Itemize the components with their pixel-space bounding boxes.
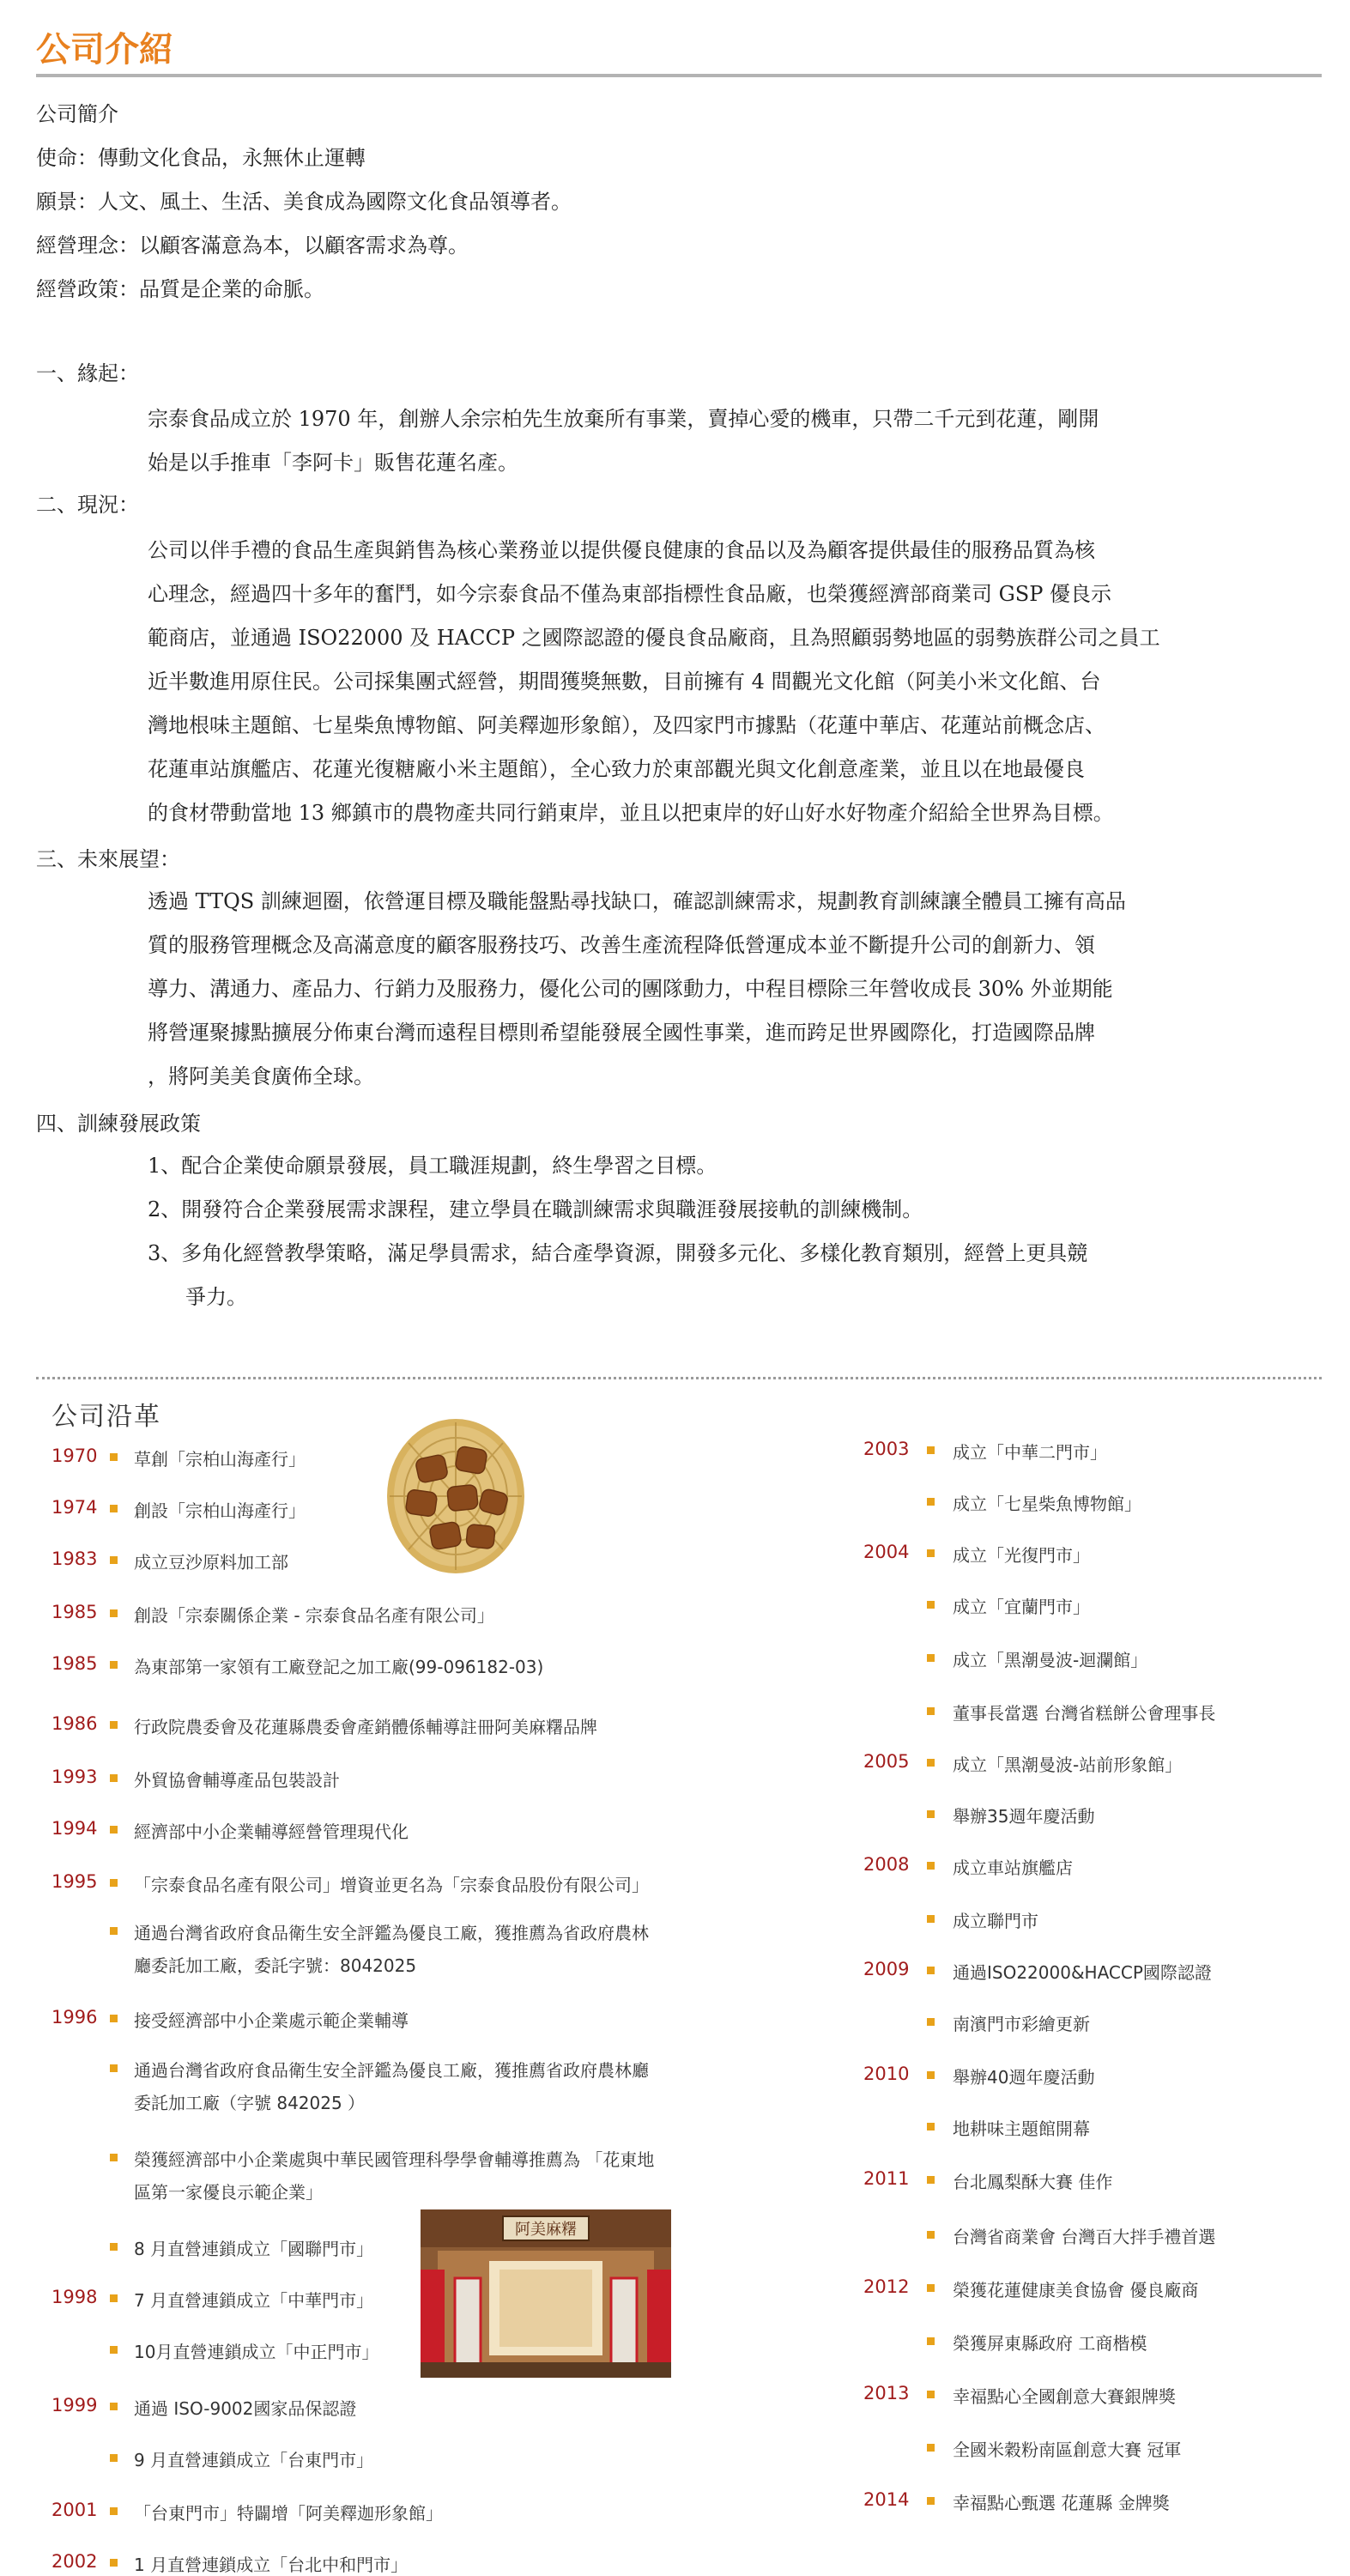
bullet-icon: [110, 1774, 118, 1782]
bullet-icon: [927, 2123, 935, 2131]
history-year: 2008: [863, 1854, 910, 1875]
bullet-icon: [110, 2243, 118, 2251]
history-event: 通過 ISO-9002國家品保認證: [134, 2398, 357, 2419]
section-divider: [36, 1377, 1322, 1379]
paragraph-line: 宗泰食品成立於 1970 年，創辦人余宗柏先生放棄所有事業，賣掉心愛的機車，只帶二千元到花蓮，剛開: [148, 407, 1099, 431]
history-year: 1986: [51, 1713, 98, 1734]
history-event: 成立「中華二門市」: [953, 1442, 1107, 1463]
bullet-icon: [110, 2294, 118, 2302]
history-event: 外貿協會輔導產品包裝設計: [134, 1770, 340, 1791]
bullet-icon: [110, 2346, 118, 2354]
history-event: 台灣省商業會 台灣百大拌手禮首選: [953, 2227, 1216, 2247]
paragraph-line: 範商店，並通過 ISO22000 及 HACCP 之國際認證的優良食品廠商，且為照顧弱勢地區的弱勢族群公司之員工: [148, 626, 1160, 650]
history-year: 2009: [863, 1959, 910, 1979]
history-event: 9 月直營連鎖成立「台東門市」: [134, 2450, 374, 2470]
history-event: 創設「宗泰關係企業 - 宗泰食品名產有限公司」: [134, 1605, 494, 1626]
policy-line: 經營政策：品質是企業的命脈。: [36, 277, 324, 301]
bullet-icon: [927, 1654, 935, 1662]
bullet-icon: [927, 1498, 935, 1506]
history-year: 1970: [51, 1446, 98, 1466]
history-year: 2014: [863, 2489, 910, 2510]
mission-line: 使命：傳動文化食品，永無休止運轉: [36, 146, 366, 170]
bullet-icon: [927, 1759, 935, 1767]
paragraph-line: 導力、溝通力、產品力、行銷力及服務力，優化公司的團隊動力，中程目標除三年營收成長 30% 外並期能: [148, 977, 1113, 1001]
store-sign: 阿美麻糬: [515, 2221, 577, 2239]
bullet-icon: [927, 1601, 935, 1609]
bullet-icon: [927, 2391, 935, 2398]
history-event: 榮獲花蓮健康美食協會 優良廠商: [953, 2280, 1199, 2300]
mochi-basket-photo: [383, 1412, 529, 1579]
history-event: 通過台灣省政府食品衛生安全評鑑為優良工廠，獲推薦省政府農林廳: [134, 2060, 649, 2081]
history-year: 2002: [51, 2551, 98, 2572]
page-title: 公司介紹: [36, 30, 173, 70]
paragraph-line: 灣地根味主題館、七星柴魚博物館、阿美釋迦形象館），及四家門市據點（花蓮中華店、花蓮站前概念店、: [148, 713, 1105, 737]
history-year: 1974: [51, 1497, 98, 1518]
bullet-icon: [110, 1879, 118, 1887]
paragraph-line: 公司以伴手禮的食品生產與銷售為核心業務並以提供優良健康的食品以及為顧客提供最佳的服務品質為核: [148, 538, 1095, 562]
history-event: 行政院農委會及花蓮縣農委會產銷體係輔導註冊阿美麻糬品牌: [134, 1717, 597, 1737]
history-event: 成立「黑潮曼波-迴瀾館」: [953, 1650, 1148, 1670]
history-event: 成立豆沙原料加工部: [134, 1552, 288, 1573]
bullet-icon: [110, 2154, 118, 2161]
history-event-continued: 區第一家優良示範企業」: [134, 2182, 323, 2203]
paragraph-line: 的食材帶動當地 13 鄉鎮市的農物產共同行銷東岸，並且以把東岸的好山好水好物產介紹給全世界為目標。: [148, 801, 1114, 825]
history-event: 幸福點心甄選 花蓮縣 金牌獎: [953, 2493, 1170, 2513]
bullet-icon: [110, 1505, 118, 1512]
vision-line: 願景：人文、風土、生活、美食成為國際文化食品領導者。: [36, 190, 572, 214]
bullet-icon: [110, 2454, 118, 2462]
history-event: 通過ISO22000&HACCP國際認證: [953, 1962, 1212, 1983]
history-year: 1996: [51, 2007, 98, 2027]
history-event: 董事長當選 台灣省糕餅公會理事長: [953, 1703, 1216, 1724]
current-heading: 二、現況：: [36, 493, 139, 517]
history-year: 2013: [863, 2383, 910, 2403]
bullet-icon: [927, 1549, 935, 1557]
bullet-icon: [110, 1453, 118, 1461]
training-item-2: 2、開發符合企業發展需求課程，建立學員在職訓練需求與職涯發展接軌的訓練機制。: [148, 1197, 923, 1221]
history-event: 1 月直營連鎖成立「台北中和門市」: [134, 2555, 409, 2575]
history-year: 1985: [51, 1602, 98, 1622]
history-year: 1983: [51, 1549, 98, 1569]
bullet-icon: [110, 2559, 118, 2567]
bullet-icon: [927, 2231, 935, 2239]
training-item-1: 1、配合企業使命願景發展，員工職涯規劃，終生學習之目標。: [148, 1154, 717, 1178]
history-year: 1995: [51, 1871, 98, 1892]
paragraph-line: 花蓮車站旗艦店、花蓮光復糖廠小米主題館），全心致力於東部觀光與文化創意產業，並且以在地最優良: [148, 757, 1085, 781]
bullet-icon: [110, 2403, 118, 2410]
history-year: 1993: [51, 1767, 98, 1787]
philosophy-line: 經營理念：以顧客滿意為本，以顧客需求為尊。: [36, 233, 469, 258]
bullet-icon: [927, 2176, 935, 2184]
history-year: 2012: [863, 2276, 910, 2297]
history-event: 地耕味主題館開幕: [953, 2118, 1090, 2139]
bullet-icon: [927, 2444, 935, 2452]
bullet-icon: [927, 1967, 935, 1974]
history-event: 草創「宗柏山海產行」: [134, 1449, 306, 1470]
history-event: 榮獲屏東縣政府 工商楷模: [953, 2333, 1147, 2354]
history-event: 7 月直營連鎖成立「中華門市」: [134, 2290, 374, 2311]
future-heading: 三、未來展望：: [36, 847, 180, 871]
bullet-icon: [927, 1915, 935, 1923]
bullet-icon: [110, 2064, 118, 2072]
paragraph-line: 將營運聚據點擴展分佈東台灣而遠程目標則希望能發展全國性事業，進而跨足世界國際化，打造國際品牌: [148, 1021, 1095, 1045]
current-paragraph: [148, 529, 1315, 835]
origin-paragraph: [148, 397, 1315, 485]
bullet-icon: [927, 2071, 935, 2079]
history-year: 1999: [51, 2395, 98, 2415]
bullet-icon: [927, 1446, 935, 1454]
history-year: 2003: [863, 1439, 910, 1459]
title-divider: [36, 74, 1322, 77]
bullet-icon: [927, 1810, 935, 1818]
history-year: 2011: [863, 2168, 910, 2189]
history-event: 成立「七星柴魚博物館」: [953, 1494, 1141, 1514]
bullet-icon: [110, 1721, 118, 1729]
history-event: 10月直營連鎖成立「中正門市」: [134, 2342, 379, 2362]
paragraph-line: 近半數進用原住民。公司採集團式經營，期間獲獎無數，目前擁有 4 間觀光文化館（阿美小米文化館、台: [148, 670, 1101, 694]
history-year: 2005: [863, 1751, 910, 1772]
origin-heading: 一、緣起：: [36, 361, 139, 385]
history-event: 為東部第一家領有工廠登記之加工廠(99-096182-03): [134, 1657, 544, 1677]
history-event: 南濱門市彩繪更新: [953, 2014, 1090, 2034]
paragraph-line: 始是以手推車「李阿卡」販售花蓮名產。: [148, 451, 518, 475]
history-event: 全國米穀粉南區創意大賽 冠軍: [953, 2440, 1182, 2460]
history-year: 2010: [863, 2064, 910, 2084]
bullet-icon: [927, 1862, 935, 1870]
history-year: 1994: [51, 1818, 98, 1839]
history-event: 成立「宜蘭門市」: [953, 1597, 1090, 1617]
history-year: 1998: [51, 2287, 98, 2307]
bullet-icon: [927, 2018, 935, 2026]
bullet-icon: [110, 1609, 118, 1617]
summary-heading: 公司簡介: [36, 102, 118, 126]
paragraph-line: ，將阿美美食廣佈全球。: [148, 1064, 374, 1088]
history-event-continued: 委託加工廠（字號 842025 ）: [134, 2093, 366, 2113]
history-event: 通過台灣省政府食品衛生安全評鑑為優良工廠，獲推薦為省政府農林: [134, 1923, 649, 1943]
history-event: 成立聯門市: [953, 1911, 1038, 1931]
training-item-3: 3、多角化經營教學策略，滿足學員需求，結合產學資源，開發多元化、多樣化教育類別，經營上更具競: [148, 1241, 1088, 1265]
history-event: 成立「黑潮曼波-站前形象館」: [953, 1755, 1183, 1775]
company-summary: [36, 93, 572, 312]
history-event: 成立「光復門市」: [953, 1545, 1090, 1566]
bullet-icon: [110, 2507, 118, 2515]
history-event: 舉辦35週年慶活動: [953, 1806, 1095, 1827]
paragraph-line: 透過 TTQS 訓練迴圈，依營運目標及職能盤點尋找缺口，確認訓練需求，規劃教育訓練讓全體員工擁有高品: [148, 889, 1126, 913]
history-event: 「宗泰食品名產有限公司」增資並更名為「宗泰食品股份有限公司」: [134, 1875, 649, 1895]
bullet-icon: [110, 1661, 118, 1669]
history-year: 1985: [51, 1653, 98, 1674]
history-event: 創設「宗柏山海產行」: [134, 1500, 306, 1521]
bullet-icon: [927, 2284, 935, 2292]
bullet-icon: [110, 1826, 118, 1834]
bullet-icon: [927, 1707, 935, 1715]
history-event: 台北鳳梨酥大賽 佳作: [953, 2172, 1113, 2192]
training-heading: 四、訓練發展政策: [36, 1112, 201, 1136]
history-year: 2001: [51, 2500, 98, 2520]
bullet-icon: [927, 2497, 935, 2505]
history-event: 舉辦40週年慶活動: [953, 2067, 1095, 2088]
bullet-icon: [927, 2337, 935, 2345]
bullet-icon: [110, 1927, 118, 1935]
storefront-photo: [421, 2209, 671, 2378]
future-paragraph: [148, 880, 1315, 1099]
training-item-3-continued: 爭力。: [185, 1285, 247, 1309]
history-event: 幸福點心全國創意大賽銀牌獎: [953, 2386, 1176, 2407]
history-event: 8 月直營連鎖成立「國聯門市」: [134, 2239, 374, 2259]
history-title: 公司沿革: [51, 1402, 161, 1432]
history-event-continued: 廳委託加工廠，委託字號：8042025: [134, 1955, 417, 1976]
paragraph-line: 心理念，經過四十多年的奮鬥，如今宗泰食品不僅為東部指標性食品廠，也榮獲經濟部商業司 GSP 優良示: [148, 582, 1112, 606]
bullet-icon: [110, 1556, 118, 1564]
history-event: 「台東門市」特闢增「阿美釋迦形象館」: [134, 2503, 443, 2524]
history-event: 接受經濟部中小企業處示範企業輔導: [134, 2010, 409, 2031]
history-event: 榮獲經濟部中小企業處與中華民國管理科學學會輔導推薦為 「花東地: [134, 2149, 655, 2170]
history-year: 2004: [863, 1542, 910, 1562]
history-event: 成立車站旗艦店: [953, 1858, 1073, 1878]
paragraph-line: 質的服務管理概念及高滿意度的顧客服務技巧、改善生產流程降低營運成本並不斷提升公司的創新力、領: [148, 933, 1095, 957]
bullet-icon: [110, 2015, 118, 2022]
history-event: 經濟部中小企業輔導經營管理現代化: [134, 1821, 409, 1842]
